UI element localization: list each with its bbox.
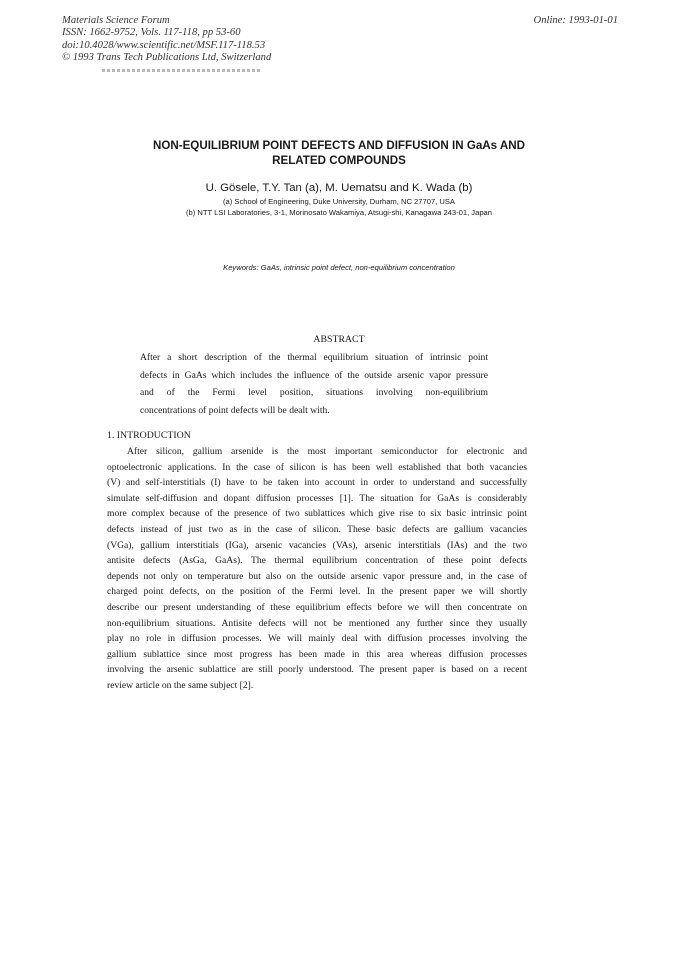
copyright-line: © 1993 Trans Tech Publications Ltd, Switzerland: [62, 52, 272, 64]
body-line: (V) and self-interstitials (I) have to be taken into account in order to understand and successfully: [107, 477, 527, 489]
introduction-body: [107, 444, 527, 694]
abstract-line: concentrations of point defects will be dealt with.: [140, 405, 330, 417]
affiliation-a: (a) School of Engineering, Duke University, Durham, NC 27707, USA: [223, 197, 455, 206]
body-line: non-equilibrium situations. Antisite defects will not be mentioned any further since they usually: [107, 617, 527, 629]
keywords: Keywords: GaAs, intrinsic point defect, non-equilibrium concentration: [223, 263, 455, 272]
body-line: gallium sublattice since most progress has been made in this area whereas diffusion processes: [107, 648, 527, 660]
affiliation-b: (b) NTT LSI Laboratories, 3-1, Morinosato Wakamiya, Atsugi-shi, Kanagawa 243-01, Japan: [185, 208, 492, 217]
body-line: more complex because of the presence of two sublattices which give rise to six basic intrinsic point: [107, 508, 527, 520]
body-line: involving the arsenic sublattice are still poorly understood. The present paper is based on a recent: [107, 664, 527, 676]
body-line: depends not only on temperature but also on the outside arsenic vapor pressure and, in the case of: [107, 570, 527, 582]
abstract-line: defects in GaAs which includes the influence of the outside arsenic vapor pressure: [140, 369, 488, 381]
body-line: After silicon, gallium arsenide is the most important semiconductor for electronic and: [127, 446, 527, 457]
title-line: RELATED COMPOUNDS: [272, 154, 406, 167]
body-line: charged point defects, on the position of the Fermi level. In the present paper we will shortly: [107, 586, 527, 598]
body-line: simulate self-diffusion and dopant diffusion processes [1]. The situation for GaAs is considerably: [107, 492, 527, 504]
journal-name: Materials Science Forum: [62, 15, 170, 26]
body-line: review article on the same subject [2].: [107, 679, 254, 691]
abstract-line: After a short description of the thermal equilibrium situation of intrinsic point: [140, 352, 488, 363]
body-line: optoelectronic applications. In the case of silicon is has been well established that both vacancies: [107, 461, 527, 473]
abstract-line: and of the Fermi level position, situations involving non-equilibrium: [140, 387, 488, 399]
abstract-body: [140, 349, 488, 420]
journal-header: [62, 15, 618, 65]
body-line: defects instead of just two as in the case of silicon. These basic defects are gallium vacancies: [107, 523, 527, 535]
online-date: Online: 1993-01-01: [533, 15, 618, 26]
paper-title: [100, 138, 578, 168]
abstract-heading: ABSTRACT: [313, 334, 365, 345]
faded-copyright-artifact: [102, 69, 262, 72]
body-line: (VGa), gallium interstitials (IGa), arsenic vacancies (VAs), arsenic interstitials (IAs) and the two: [107, 539, 527, 551]
author-list: U. Gösele, T.Y. Tan (a), M. Uematsu and K. Wada (b): [205, 182, 473, 194]
issn-line: ISSN: 1662-9752, Vols. 117-118, pp 53-60: [62, 27, 241, 39]
body-line: play no role in diffusion processes. We will mainly deal with diffusion processes involving the: [107, 633, 527, 645]
body-line: antisite defects (AsGa, GaAs). The thermal equilibrium concentration of these point defects: [107, 555, 527, 567]
section-heading: 1. INTRODUCTION: [107, 430, 191, 441]
doi-line: doi:10.4028/www.scientific.net/MSF.117-118.53: [62, 39, 266, 51]
title-line: NON-EQUILIBRIUM POINT DEFECTS AND DIFFUSION IN GaAs AND: [152, 139, 526, 152]
body-line: describe our present understanding of these equilibrium effects before we will then concentrate on: [107, 601, 527, 613]
